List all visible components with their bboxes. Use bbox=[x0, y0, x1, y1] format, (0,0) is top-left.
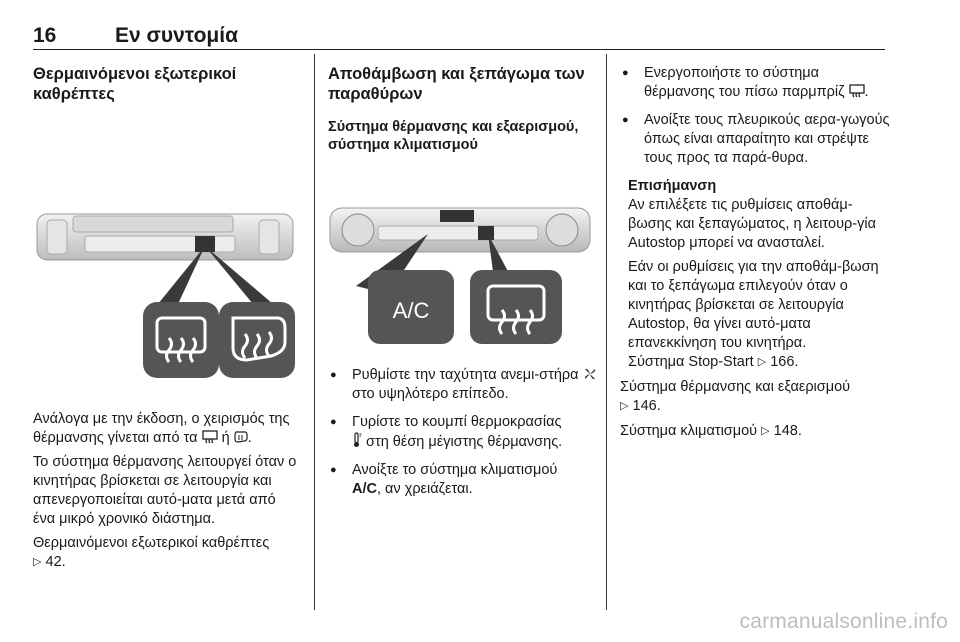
list-item: ● Ανοίξτε το σύστημα κλιματισμού A/C, αν χρειάζεται. bbox=[328, 461, 600, 499]
reference-arrow-icon: ▷ bbox=[761, 425, 770, 437]
mirror-heating-icon bbox=[234, 430, 248, 444]
instruction-list bbox=[328, 366, 600, 499]
section-title: Θερμαινόμενοι εξωτερικοί καθρέπτες bbox=[33, 65, 237, 103]
rear-window-heating-icon bbox=[849, 84, 865, 98]
rear-window-heating-icon bbox=[202, 430, 218, 444]
ac-label: A/C bbox=[392, 298, 430, 323]
reference-arrow-icon: ▷ bbox=[620, 400, 629, 412]
climate-panel-illustration bbox=[33, 176, 301, 390]
note-heading: Επισήμανση bbox=[628, 178, 717, 194]
page-number: 16 bbox=[33, 24, 57, 47]
paragraph: Το σύστημα θέρμανσης λειτουργεί όταν ο κινητήρας βρίσκεται σε λειτουργία και απενεργοποιείται αυτό-ματα μετά από ένα μικρό χρονικό διάστημα. bbox=[33, 454, 297, 527]
column-defrost-continued bbox=[620, 64, 892, 447]
instruction-list bbox=[620, 64, 892, 168]
reference-arrow-icon: ▷ bbox=[33, 556, 42, 568]
list-item: ● Ρυθμίστε την ταχύτητα ανεμι-στήρα στο υψηλότερο επίπεδο. bbox=[328, 366, 600, 404]
mirror-heating-figure bbox=[33, 176, 301, 390]
cross-reference: Σύστημα θέρμανσης και εξαερισμού ▷ 146. bbox=[620, 379, 851, 414]
climate-panel-illustration bbox=[328, 198, 600, 348]
running-title: Εν συντομία bbox=[115, 24, 238, 47]
section-subtitle: Σύστημα θέρμανσης και εξαερισμού, σύστημα κλιματισμού bbox=[328, 119, 579, 153]
column-defrost bbox=[328, 64, 600, 508]
page-header bbox=[33, 24, 885, 50]
note-paragraph: Αν επιλέξετε τις ρυθμίσεις αποθάμ-βωσης και ξεπαγώματος, η λειτουρ-γία Autostop μπορεί να ανασταλεί. bbox=[628, 197, 876, 251]
paragraph: Ανάλογα με την έκδοση, ο χειρισμός της θέρμανσης γίνεται από τα ή . bbox=[33, 411, 290, 446]
fan-icon bbox=[583, 367, 597, 381]
list-item: ● Ενεργοποιήστε το σύστημα θέρμανσης του πίσω παρμπρίζ . bbox=[620, 64, 892, 102]
header-rule bbox=[33, 49, 885, 50]
section-title: Αποθάμβωση και ξεπάγωμα των παραθύρων bbox=[328, 65, 585, 103]
column-divider bbox=[606, 54, 607, 610]
defrost-figure bbox=[328, 198, 600, 348]
note-box bbox=[620, 177, 892, 373]
cross-reference: Θερμαινόμενοι εξωτερικοί καθρέπτες ▷ 42. bbox=[33, 535, 270, 570]
list-item: ● Ανοίξτε τους πλευρικούς αερα-γωγούς όπως είναι απαραίτητο και στρέψτε τους προς τα παρά-θυρα. bbox=[620, 111, 892, 168]
column-heated-mirrors bbox=[33, 64, 301, 578]
column-divider bbox=[314, 54, 315, 610]
cross-reference: Σύστημα κλιματισμού ▷ 148. bbox=[620, 423, 802, 439]
watermark: carmanualsonline.info bbox=[739, 610, 948, 633]
list-item: ● Γυρίστε το κουμπί θερμοκρασίας στη θέση μέγιστης θέρμανσης. bbox=[328, 413, 600, 452]
thermometer-icon bbox=[352, 432, 362, 448]
reference-arrow-icon: ▷ bbox=[757, 356, 767, 368]
cross-reference: Σύστημα Stop-Start ▷ 166. bbox=[628, 354, 799, 370]
note-paragraph: Εάν οι ρυθμίσεις για την αποθάμ-βωση και το ξεπάγωμα επιλεγούν όταν ο κινητήρας βρίσκεται σε λειτουργία Autostop, θα γίνει αυτό-ματα επανεκκίνηση του κινητήρα. bbox=[628, 259, 879, 351]
